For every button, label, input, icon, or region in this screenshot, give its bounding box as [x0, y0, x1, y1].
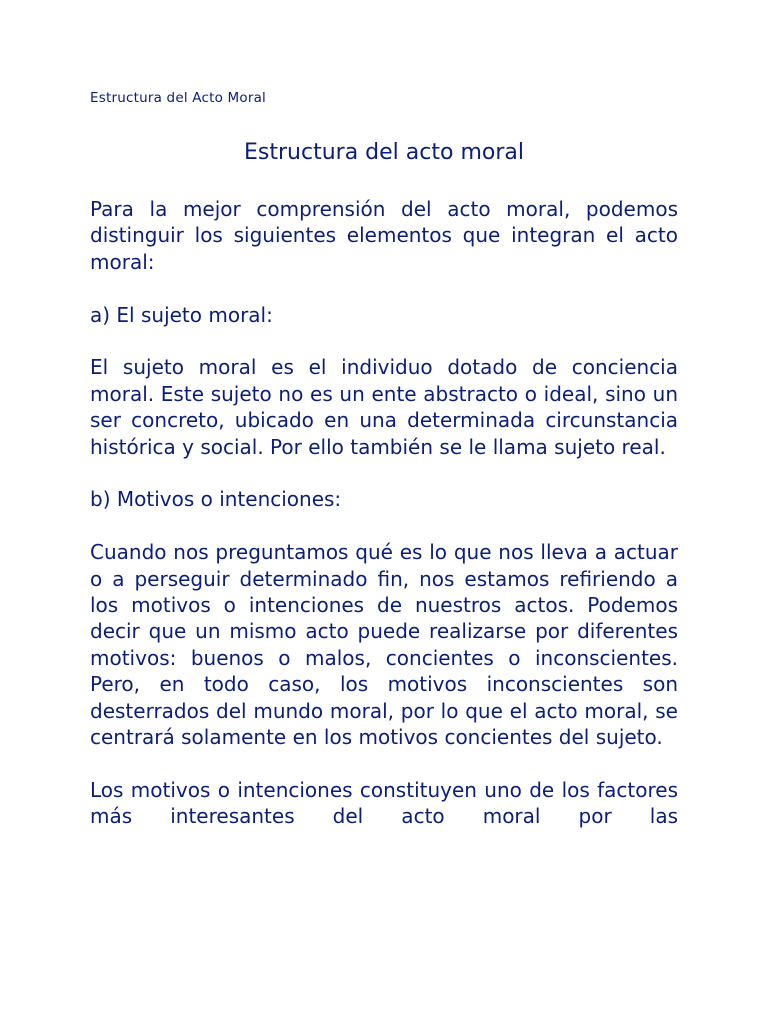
section-heading: a) El sujeto moral: [90, 302, 273, 327]
document-header: Estructura del Acto Moral [90, 90, 267, 106]
body-paragraph: El sujeto moral es el individuo dotado de conciencia moral. Este sujeto no es un ente abstracto o ideal, sino un ser concreto, ubicado en una determinada circunstancia histórica y social. Por ello también se le llama sujeto real. [90, 355, 678, 459]
body-paragraph: Los motivos o intenciones constituyen uno de los factores más interesantes del acto moral por las [90, 777, 678, 829]
body-paragraph: Cuando nos preguntamos qué es lo que nos lleva a actuar o a perseguir determinado fin, nos estamos refiriendo a los motivos o intenciones de nuestros actos. Podemos decir que un mismo acto puede realizarse por diferentes motivos: buenos o malos, concientes o inconscientes. Pero, en todo caso, los motivos inconscientes son desterrados del mundo moral, por lo que el acto moral, se centrará solamente en los motivos concientes del sujeto. [90, 540, 678, 750]
document-body [90, 196, 678, 856]
document-title: Estructura del acto moral [244, 140, 524, 165]
section-heading: b) Motivos o intenciones: [90, 487, 342, 512]
body-paragraph: Para la mejor comprensión del acto moral, podemos distinguir los siguientes elementos que integran el acto moral: [90, 197, 678, 274]
